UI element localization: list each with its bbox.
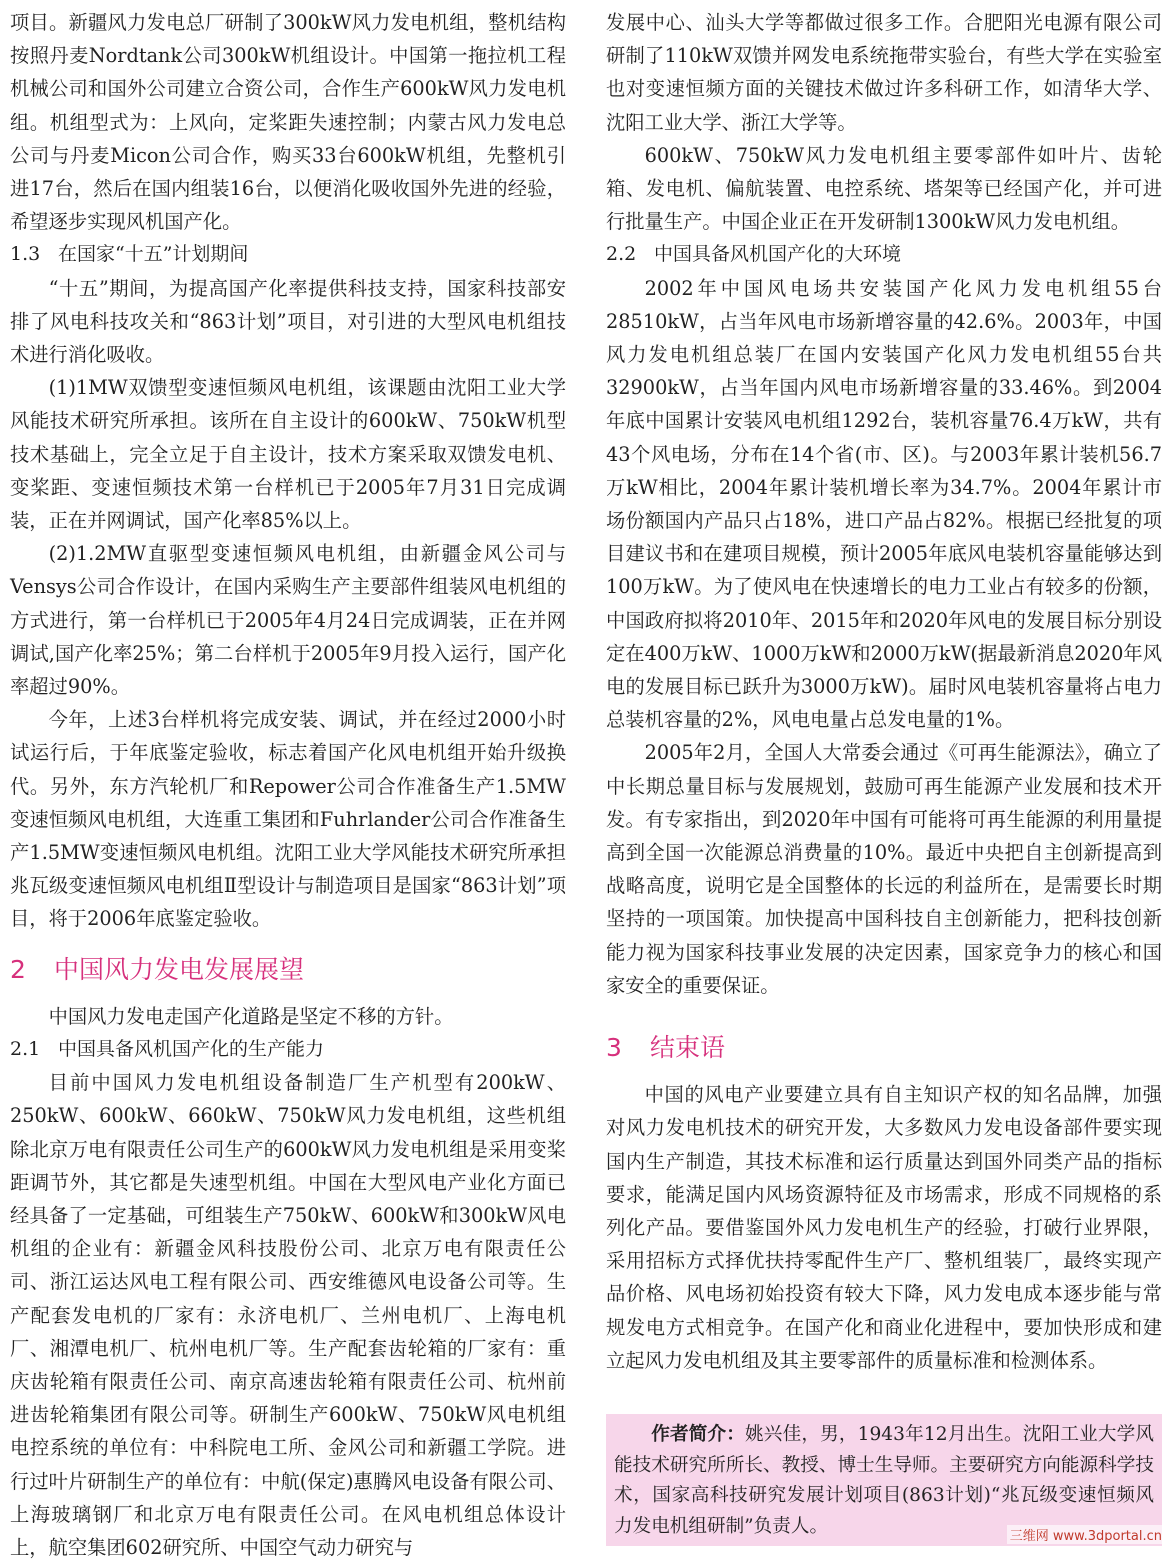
section-heading-2: [10, 950, 566, 990]
section-title: 在国家“十五”计划期间: [58, 243, 249, 266]
right-column: [606, 6, 1162, 1377]
paragraph: 目前中国风力发电机组设备制造厂生产机型有200kW、250kW、600kW、660kW、750kW风力发电机组，这些机组除北京万电有限责任公司生产的600kW风力发电机组是采用变桨距调节外，其它都是失速型机组。中国在大型风电产业化方面已经具备了一定基础，可组装生产750kW、600kW和300kW风电机组的企业有：新疆金风科技股份公司、北京万电有限责任公司、浙江运达风电工程有限公司、西安维德风电设备公司等。生产配套发电机的厂家有：永济电机厂、兰州电机厂、上海电机厂、湘潭电机厂、杭州电机厂等。生产配套齿轮箱的厂家有：重庆齿轮箱有限责任公司、南京高速齿轮箱有限责任公司、杭州前进齿轮箱集团有限公司等。研制生产600kW、750kW风电机组电控系统的单位有：中科院电工所、金风公司和新疆工学院。进行过叶片研制生产的单位有：中航(保定)惠腾风电设备有限公司、上海玻璃钢厂和北京万电有限责任公司。在风电机组总体设计上，航空集团602研究所、中国空气动力研究与: [10, 1071, 566, 1559]
paragraph: 中国风力发电走国产化道路是坚定不移的方针。: [48, 1004, 454, 1028]
section-title: 中国风力发电发展展望: [54, 954, 305, 984]
section-title: 中国具备风机国产化的大环境: [654, 243, 902, 266]
section-heading-2-1: [10, 1033, 566, 1066]
author-bio-label: 作者简介：: [651, 1424, 746, 1445]
paragraph: 600kW、750kW风力发电机组主要零部件如叶片、齿轮箱、发电机、偏航装置、电控系统、塔架等已经国产化，并可进行批量生产。中国企业正在开发研制1300kW风力发电机组。: [606, 143, 1162, 234]
watermark: 三维网 www.3dportal.cn: [1007, 1525, 1165, 1544]
paragraph: (1)1MW双馈型变速恒频风电机组，该课题由沈阳工业大学风能技术研究所承担。该所在自主设计的600kW、750kW机型技术基础上，完全立足于自主设计，技术方案采取双馈发电机、变桨距、变速恒频技术第一台样机已于2005年7月31日完成调装，正在并网调试，国产化率85%以上。: [10, 376, 566, 533]
section-title: 中国具备风机国产化的生产能力: [58, 1037, 325, 1060]
paragraph: 中国的风电产业要建立具有自主知识产权的知名品牌，加强对风力发电机技术的研究开发，大多数风力发电设备部件要实现国内生产制造，其技术标准和运行质量达到国外同类产品的指标要求，能满足国内风场资源特征及市场需求，形成不同规格的系列化产品。要借鉴国外风力发电机生产的经验，打破行业界限，采用招标方式择优扶持零配件生产厂、整机组装厂，最终实现产品价格、风电场初始投资有较大下降，风力发电成本逐步能与常规发电方式相竞争。在国产化和商业化进程中，要加快形成和建立起风力发电机组及其主要零部件的质量标准和检测体系。: [606, 1083, 1162, 1372]
section-number: 1.3: [10, 243, 41, 266]
paragraph: “十五”期间，为提高国产化率提供科技支持，国家科技部安排了风电科技攻关和“863计划”项目，对引进的大型风电机组技术进行消化吸收。: [10, 276, 566, 367]
paragraph: 今年，上述3台样机将完成安装、调试，并在经过2000小时试运行后，于年底鉴定验收，标志着国产化风电机组开始升级换代。另外，东方汽轮机厂和Repower公司合作准备生产1.5MW变速恒频风电机组，大连重工集团和Fuhrlander公司合作准备生产1.5MW变速恒频风电机组。沈阳工业大学风能技术研究所承担兆瓦级变速恒频风电机组Ⅱ型设计与制造项目是国家“863计划”项目，将于2006年底鉴定验收。: [10, 708, 566, 931]
paragraph-continued: 发展中心、汕头大学等都做过很多工作。合肥阳光电源有限公司研制了110kW双馈并网发电系统拖带实验台，有些大学在实验室也对变速恒频方面的关键技术做过许多科研工作，如清华大学、沈阳工业大学、浙江大学等。: [606, 11, 1162, 134]
section-number: 2: [10, 954, 26, 984]
section-heading-3: [606, 1028, 1162, 1068]
section-number: 2.2: [606, 243, 637, 266]
section-number: 3: [606, 1033, 622, 1063]
left-column: [10, 6, 566, 1564]
section-heading-1-3: [10, 238, 566, 271]
paragraph: (2)1.2MW直驱型变速恒频风电机组，由新疆金风公司与Vensys公司合作设计，在国内采购生产主要部件组装风电机组的方式进行，第一台样机已于2005年4月24日完成调装，正在并网调试,国产化率25%；第二台样机于2005年9月投入运行，国产化率超过90%。: [10, 542, 566, 699]
author-bio: [614, 1420, 1154, 1542]
paragraph: 2005年2月，全国人大常委会通过《可再生能源法》，确立了中长期总量目标与发展规划，鼓励可再生能源产业发展和技术开发。有专家指出，到2020年中国有可能将可再生能源的利用量提高到全国一次能源总消费量的10%。最近中央把自主创新提高到战略高度，说明它是全国整体的长远的利益所在，是需要长时期坚持的一项国策。加快提高中国科技自主创新能力，把科技创新能力视为国家科技事业发展的决定因素，国家竞争力的核心和国家安全的重要保证。: [606, 741, 1162, 997]
section-heading-2-2: [606, 238, 1162, 271]
section-number: 2.1: [10, 1037, 41, 1060]
paragraph-continued: 项目。新疆风力发电总厂研制了300kW风力发电机组，整机结构按照丹麦Nordtank公司300kW机组设计。中国第一拖拉机工程机械公司和国外公司建立合资公司，合作生产600kW风力发电机组。机组型式为：上风向，定桨距失速控制；内蒙古风力发电总公司与丹麦Micon公司合作，购买33台600kW机组，先整机引进17台，然后在国内组装16台，以便消化吸收国外先进的经验，希望逐步实现风机国产化。: [10, 11, 566, 234]
paragraph: 2002年中国风电场共安装国产化风力发电机组55台28510kW，占当年风电市场新增容量的42.6%。2003年，中国风力发电机组总装厂在国内安装国产化风力发电机组55台共32900kW，占当年国内风电市场新增容量的33.46%。到2004年底中国累计安装风电机组1292台，装机容量76.4万kW，共有43个风电场，分布在14个省(市、区)。与2003年累计装机56.7万kW相比，2004年累计装机增长率为34.7%。2004年累计市场份额国内产品只占18%，进口产品占82%。根据已经批复的项目建议书和在建项目规模，预计2005年底风电装机容量能够达到100万kW。为了使风电在快速增长的电力工业占有较多的份额，中国政府拟将2010年、2015年和2020年风电的发展目标分别设定在400万kW、1000万kW和2000万kW(据最新消息2020年风电的发展目标已跃升为3000万kW)。届时风电装机容量将占电力总装机容量的2%，风电电量占总发电量的1%。: [606, 276, 1162, 732]
section-title: 结束语: [650, 1033, 726, 1063]
author-bio-text: 姚兴佳，男，1943年12月出生。沈阳工业大学风能技术研究所所长、教授、博士生导师。主要研究方向能源科学技术，国家高科技研究发展计划项目(863计划)“兆瓦级变速恒频风力发电机组研制”负责人。: [614, 1424, 1154, 1537]
